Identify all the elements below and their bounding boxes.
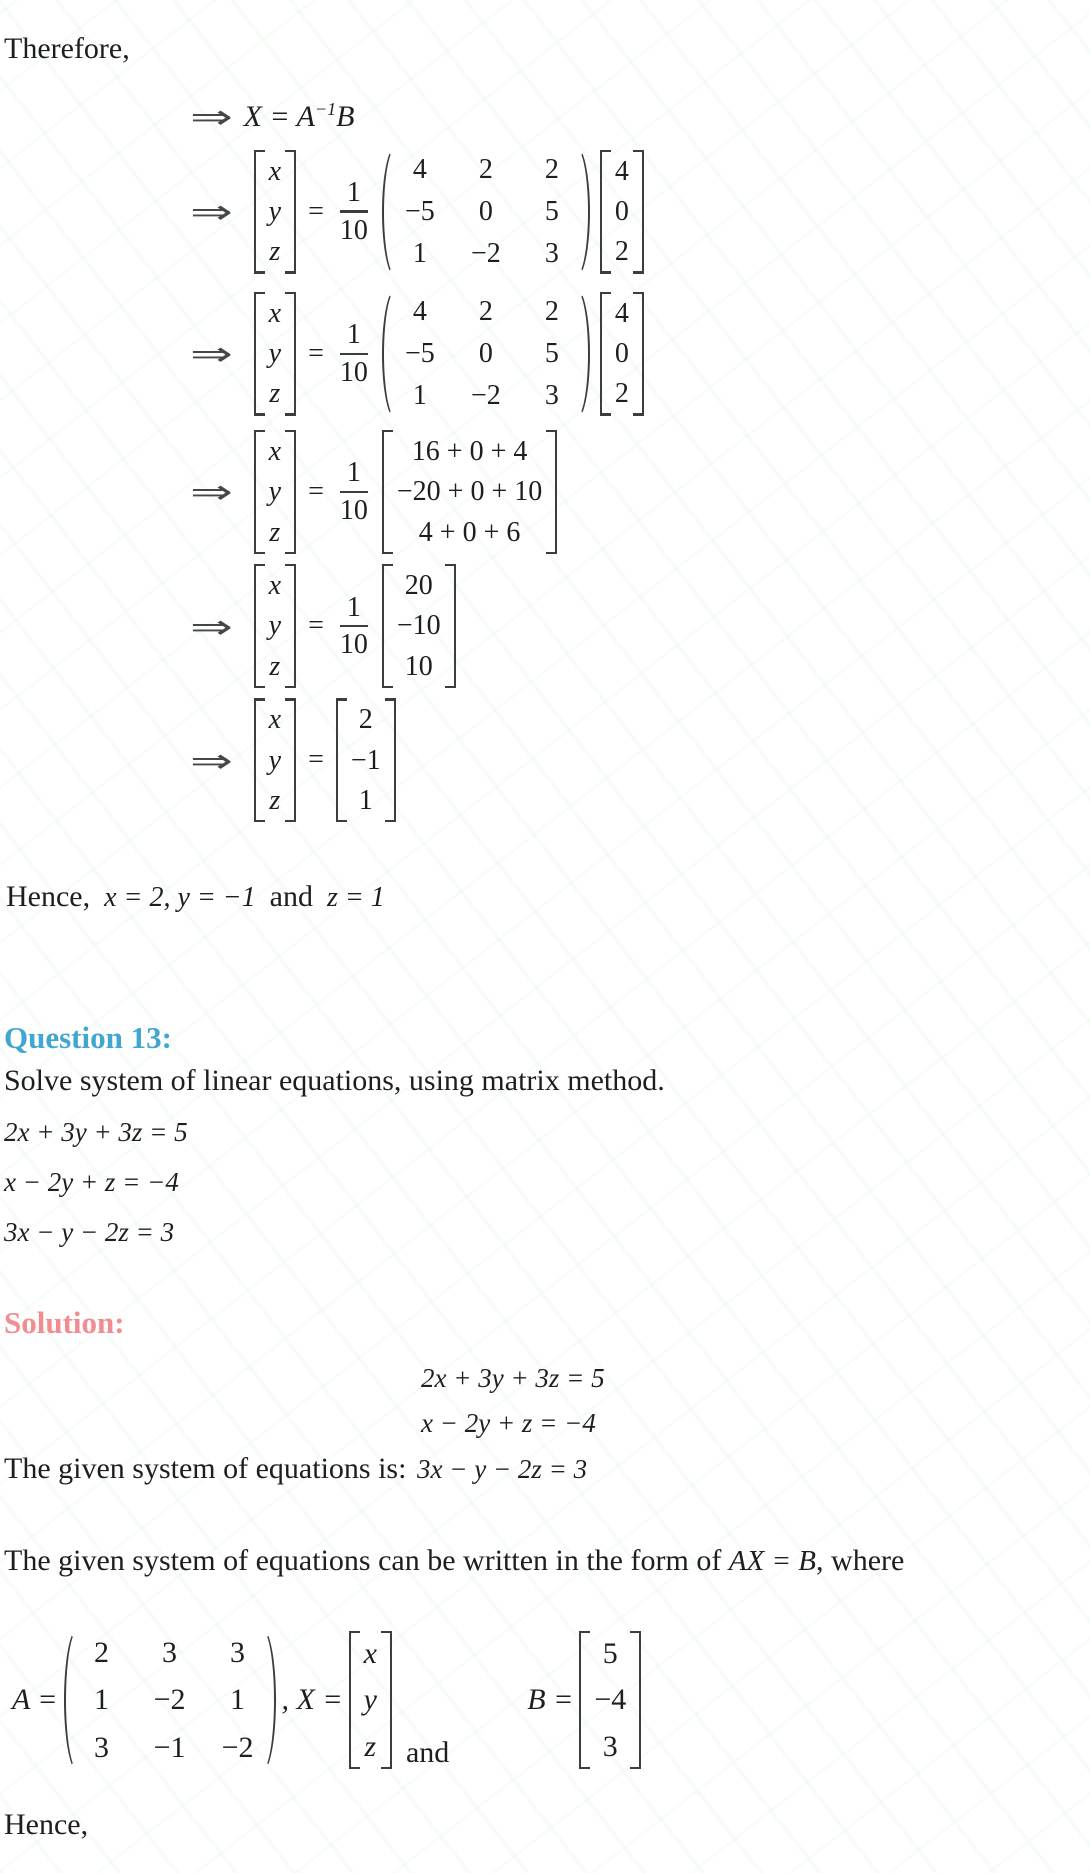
b-vector <box>600 150 644 274</box>
matrix-a-label: A = <box>12 1682 58 1716</box>
system-equation-1: 2x + 3y + 3z = 5 <box>421 1363 605 1394</box>
vector-entry: 4 <box>614 297 629 329</box>
x-formula <box>244 99 355 134</box>
xyz-vector <box>254 150 296 274</box>
matrix-cell: −2 <box>470 238 501 270</box>
denominator: 10 <box>339 356 368 388</box>
scaled-vector-entries <box>397 571 441 681</box>
matrix-step-5 <box>190 698 1090 822</box>
equals-sign: = <box>308 610 324 642</box>
equals-sign: = <box>308 195 324 227</box>
ax-b-math: AX = B <box>728 1544 817 1577</box>
matrix-cell: 3 <box>544 380 559 412</box>
implies-icon: ⇒ <box>190 334 233 374</box>
xyz-entries <box>269 299 281 409</box>
vector-entry: 20 <box>404 570 433 602</box>
numerator: 1 <box>346 177 361 209</box>
vector-entry: 2 <box>358 704 373 736</box>
x-formula-pre: X = A <box>243 99 316 133</box>
given-system-row <box>4 1452 1090 1486</box>
matrix-b-label: B = <box>527 1682 574 1716</box>
result-vector <box>336 698 396 822</box>
z-value: z = 1 <box>327 882 385 914</box>
inverse-matrix <box>382 288 590 420</box>
matrix-cell: 1 <box>230 1683 246 1717</box>
vector-entry: 3 <box>602 1729 618 1763</box>
hence-result-line <box>6 880 1090 914</box>
vector-entry: z <box>269 516 281 548</box>
vector-entry: y <box>268 195 282 227</box>
inverse-matrix <box>382 146 590 278</box>
implies-icon: ⇒ <box>190 96 233 136</box>
vector-entry: 2 <box>614 378 629 410</box>
numerator: 1 <box>346 591 361 623</box>
system-equations-block <box>421 1363 1090 1439</box>
vector-entry: x <box>268 570 282 602</box>
denominator: 10 <box>339 629 368 661</box>
implies-icon: ⇒ <box>190 740 233 780</box>
fraction-one-tenth <box>340 178 368 245</box>
matrix-cell: 4 <box>412 153 427 185</box>
matrix-cell: 5 <box>544 338 559 370</box>
b-vector <box>600 292 644 416</box>
fraction-bar <box>340 210 368 212</box>
vector-entry: z <box>269 236 281 268</box>
matrix-step-4 <box>190 564 1090 688</box>
inverse-matrix-cells <box>402 297 570 411</box>
matrix-cell: −1 <box>153 1730 186 1764</box>
vector-entry: x <box>268 155 282 187</box>
vector-entry: x <box>268 704 282 736</box>
question-equation-1: 2x + 3y + 3z = 5 <box>4 1117 188 1148</box>
xyz-entries <box>269 571 281 681</box>
b-vector-entries <box>615 157 629 267</box>
matrix-step-3 <box>190 430 1090 554</box>
question-prompt: Solve system of linear equations, using matrix method. <box>4 1064 665 1098</box>
ax-equals-b-sentence <box>4 1544 1090 1578</box>
numerator: 1 <box>346 457 361 489</box>
matrix-cell: 3 <box>230 1635 246 1669</box>
fraction-one-tenth <box>340 458 368 525</box>
xyz-vector <box>254 698 296 822</box>
matrix-b <box>579 1631 641 1770</box>
matrix-a-cells <box>84 1637 256 1764</box>
vector-entry: −4 <box>594 1683 627 1717</box>
vector-entry: y <box>268 610 282 642</box>
form-text-pre: The given system of equations can be written in the form of <box>4 1543 722 1577</box>
question-heading: Question 13: <box>4 1020 172 1056</box>
fraction-one-tenth <box>340 320 368 387</box>
x-formula-post: B <box>336 99 355 133</box>
matrix-cell: −2 <box>470 380 501 412</box>
implies-icon: ⇒ <box>190 606 233 646</box>
matrix-cell: 3 <box>544 238 559 270</box>
vector-entry: 4 <box>614 155 629 187</box>
vector-entry: 4 + 0 + 6 <box>418 516 521 548</box>
system-equation-3: 3x − y − 2z = 3 <box>417 1453 588 1484</box>
matrix-cell: 0 <box>478 338 493 370</box>
inverse-exponent: −1 <box>315 98 337 119</box>
vector-entry: z <box>269 784 281 816</box>
vector-entry: z <box>269 378 281 410</box>
xyz-vector <box>254 564 296 688</box>
xyz-vector <box>254 292 296 416</box>
matrix-cell: 1 <box>412 380 427 412</box>
matrix-x-label: , X = <box>281 1682 343 1716</box>
denominator: 10 <box>339 495 368 527</box>
matrix-cell: 3 <box>162 1635 178 1669</box>
fraction-bar <box>340 491 368 493</box>
final-hence-text: Hence, <box>4 1808 89 1842</box>
matrix-a <box>64 1628 276 1773</box>
matrix-step-2 <box>190 288 1090 420</box>
vector-entry: y <box>268 338 282 370</box>
matrix-cell: 2 <box>94 1635 110 1669</box>
matrix-cell: −5 <box>404 195 435 227</box>
denominator: 10 <box>339 214 368 246</box>
therefore-text: Therefore, <box>4 32 130 65</box>
result-vector-entries <box>351 705 381 815</box>
vector-entry: y <box>268 476 282 508</box>
fraction-bar <box>340 625 368 627</box>
vector-entry: x <box>268 435 282 467</box>
numerator: 1 <box>346 319 361 351</box>
vector-entry: z <box>269 650 281 682</box>
equals-sign: = <box>308 337 324 369</box>
matrix-x <box>349 1631 392 1770</box>
matrix-step-1 <box>190 146 1090 278</box>
matrix-cell: −5 <box>404 338 435 370</box>
matrix-cell: −2 <box>153 1683 186 1717</box>
vector-entry: 16 + 0 + 4 <box>411 435 528 467</box>
matrix-cell: 3 <box>94 1730 110 1764</box>
xy-values: x = 2, y = −1 <box>104 882 256 914</box>
question-equation-2: x − 2y + z = −4 <box>4 1167 179 1198</box>
xyz-entries <box>269 705 281 815</box>
and-text: and <box>405 1736 450 1770</box>
matrix-cell: 5 <box>544 195 559 227</box>
xyz-vector <box>254 430 296 554</box>
matrix-cell: 1 <box>94 1683 110 1717</box>
vector-entry: z <box>364 1729 377 1763</box>
vector-entry: 1 <box>358 784 373 816</box>
derivation-steps <box>190 146 1090 823</box>
vector-entry: −20 + 0 + 10 <box>396 476 543 508</box>
vector-entry: 0 <box>614 195 629 227</box>
matrix-cell: 4 <box>412 295 427 327</box>
implies-icon: ⇒ <box>190 472 233 512</box>
matrix-cell: 2 <box>478 153 493 185</box>
vector-entry: x <box>268 297 282 329</box>
matrix-x-entries <box>364 1638 377 1763</box>
matrix-cell: 2 <box>544 295 559 327</box>
matrix-cell: 2 <box>478 295 493 327</box>
system-equation-2: x − 2y + z = −4 <box>421 1408 596 1439</box>
scaled-vector <box>382 564 456 688</box>
xyz-entries <box>269 157 281 267</box>
equals-sign: = <box>308 744 324 776</box>
inverse-matrix-cells <box>402 155 570 269</box>
vector-entry: 0 <box>614 338 629 370</box>
given-system-label: The given system of equations is: <box>4 1451 407 1485</box>
fraction-one-tenth <box>340 593 368 660</box>
matrix-b-entries <box>594 1638 626 1763</box>
matrix-cell: 0 <box>478 195 493 227</box>
equals-sign: = <box>308 475 324 507</box>
sum-vector-entries <box>397 437 542 547</box>
vector-entry: −10 <box>396 610 441 642</box>
vector-entry: 2 <box>614 236 629 268</box>
vector-entry: −1 <box>350 744 381 776</box>
matrix-definitions-row <box>6 1628 1090 1773</box>
vector-entry: x <box>363 1636 377 1670</box>
matrix-cell: 2 <box>544 153 559 185</box>
xyz-entries <box>269 437 281 547</box>
implies-icon: ⇒ <box>190 192 233 232</box>
hence-label: Hence, <box>6 880 91 914</box>
matrix-cell: 1 <box>412 238 427 270</box>
vector-entry: y <box>268 744 282 776</box>
solution-heading: Solution: <box>4 1305 125 1341</box>
formula-x-equals-ainv-b <box>190 97 1090 136</box>
question-equation-3: 3x − y − 2z = 3 <box>4 1216 175 1247</box>
form-text-post: , where <box>816 1543 905 1577</box>
sum-vector <box>382 430 557 554</box>
vector-entry: 5 <box>602 1636 618 1670</box>
fraction-bar <box>340 353 368 355</box>
vector-entry: 10 <box>404 650 433 682</box>
matrix-cell: −2 <box>221 1730 254 1764</box>
vector-entry: y <box>363 1683 377 1717</box>
and-text: and <box>269 880 313 914</box>
b-vector-entries <box>615 299 629 409</box>
